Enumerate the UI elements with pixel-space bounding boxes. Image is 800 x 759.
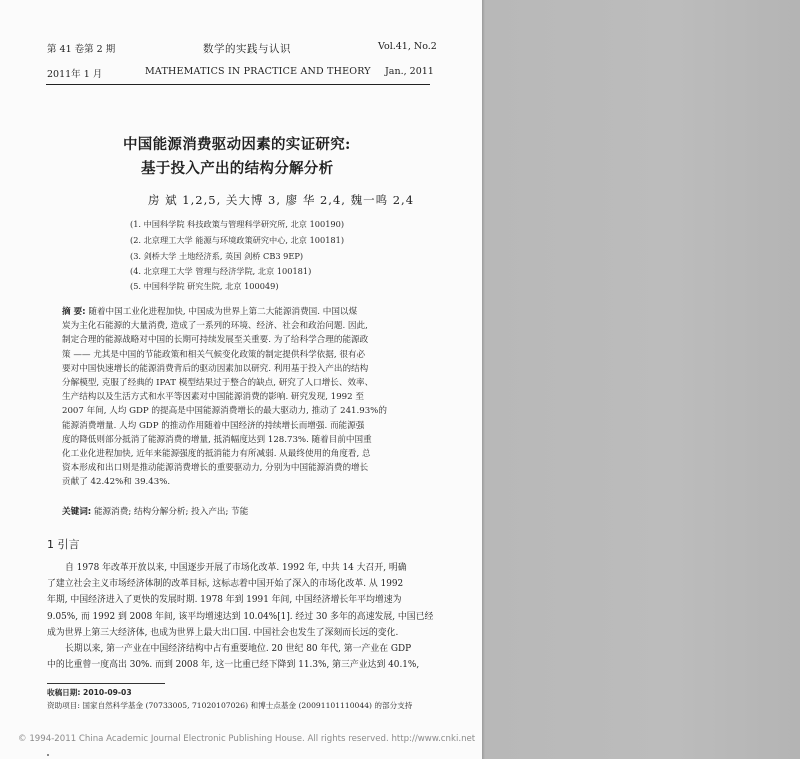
- header-date: 2011年 1 月: [47, 69, 103, 80]
- abstract-line: 炭为主化石能源的大量消费, 造成了一系列的环境、经济、社会和政治问题. 因此,: [62, 321, 368, 332]
- abstract-line: 分解模型, 克服了经典的 IPAT 模型结果过于整合的缺点, 研究了人口增长、效率、: [62, 378, 374, 389]
- footnote-received: 收稿日期: 2010-09-03: [47, 688, 132, 697]
- scan-background-edge: [482, 0, 800, 759]
- abstract-line: 度的降低则部分抵消了能源消费的增量, 抵消幅度达到 128.73%. 随着目前中国重: [62, 434, 372, 445]
- body-line: 自 1978 年改革开放以来, 中国逐步开展了市场化改革. 1992 年, 中共 14 大召开, 明确: [65, 563, 407, 573]
- affiliation-2: (2. 北京理工大学 能源与环境政策研究中心, 北京 100181): [130, 235, 345, 245]
- abstract-label: 摘 要:: [62, 307, 86, 317]
- footnote-funding: 资助项目: 国家自然科学基金 (70733005, 71020107026) 和博士点基金 (20091101110044) 的部分支持: [47, 701, 413, 710]
- body-line: 年期, 中国经济进入了更快的发展时期. 1978 年到 1991 年间, 中国经济增长年平均增速为: [47, 595, 402, 606]
- header-volume-issue: 第 41 卷第 2 期: [47, 44, 116, 55]
- scan-speck: [47, 754, 49, 756]
- abstract-line: 资本形成和出口则是推动能源消费增长的重要驱动力, 分别为中国能源消费的增长: [62, 463, 369, 474]
- footnote-rule: [47, 683, 165, 684]
- keywords-label: 关键词:: [62, 507, 92, 517]
- header-rule: [46, 84, 430, 85]
- abstract-line: 制定合理的能源战略对中国的长期可持续发展至关重要. 为了给科学合理的能源政: [62, 335, 369, 346]
- keywords: [62, 505, 248, 517]
- abstract: [62, 305, 414, 490]
- body-text: [47, 560, 434, 673]
- abstract-line: 贡献了 42.42%和 39.43%.: [62, 477, 171, 488]
- abstract-line: 能源消费增量. 人均 GDP 的推动作用随着中国经济的持续增长而增强. 而能源强: [62, 420, 365, 431]
- abstract-line: 生产结构以及生活方式和水平等因素对中国能源消费的影响. 研究发现, 1992 至: [62, 392, 364, 403]
- header-date-en: Jan., 2011: [385, 66, 434, 77]
- abstract-line: 化工业化进程加快, 近年来能源强度的抵消能力有所减弱. 从最终使用的角度看, 总: [62, 449, 371, 460]
- affiliation-1: (1. 中国科学院 科技政策与管理科学研究所, 北京 100190): [130, 219, 345, 229]
- abstract-line: 2007 年间, 人均 GDP 的提高是中国能源消费增长的最大驱动力, 推动了 241.93%的: [62, 406, 387, 417]
- body-line: 成为世界上第三大经济体, 也成为世界上最大出口国. 中国社会也发生了深刻而长远的变化.: [47, 627, 399, 638]
- paper-title-line2: 基于投入产出的结构分解分析: [141, 160, 334, 177]
- header-volume-en: Vol.41, No.2: [378, 41, 437, 52]
- abstract-line: 策 —— 尤其是中国的节能政策和相关气候变化政策的制定提供科学依据, 很有必: [62, 349, 366, 360]
- section-heading: 1 引言: [47, 538, 80, 551]
- body-line: 9.05%, 而 1992 到 2008 年间, 该平均增速达到 10.04%[1]. 经过 30 多年的高速发展, 中国已经: [47, 611, 434, 622]
- affiliation-5: (5. 中国科学院 研究生院, 北京 100049): [130, 281, 279, 291]
- paper-title-line1: 中国能源消费驱动因素的实证研究:: [123, 136, 351, 153]
- body-line: 中的比重曾一度高出 30%. 而到 2008 年, 这一比重已经下降到 11.3%, 第三产业达到 40.1%,: [47, 660, 420, 671]
- keywords-text: 能源消费; 结构分解分析; 投入产出; 节能: [93, 507, 249, 517]
- body-line: 长期以来, 第一产业在中国经济结构中占有重要地位. 20 世纪 80 年代, 第一产业在 GDP: [65, 644, 412, 655]
- affiliation-4: (4. 北京理工大学 管理与经济学院, 北京 100181): [130, 266, 312, 276]
- authors: 房 斌 1,2,5, 关大博 3, 廖 华 2,4, 魏一鸣 2,4: [148, 193, 415, 207]
- abstract-line: 摘 要: 随着中国工业化进程加快, 中国成为世界上第二大能源消费国. 中国以煤: [62, 307, 358, 317]
- body-line: 了建立社会主义市场经济体制的改革目标, 这标志着中国开始了深入的市场化改革. 从 1992: [47, 579, 404, 590]
- copyright-footer: © 1994-2011 China Academic Journal Electronic Publishing House. All rights reserved. http://www.cnki.net: [18, 734, 476, 744]
- header-journal-en: MATHEMATICS IN PRACTICE AND THEORY: [145, 66, 371, 77]
- header-journal-cn: 数学的实践与认识: [203, 43, 291, 55]
- affiliation-3: (3. 剑桥大学 土地经济系, 英国 剑桥 CB3 9EP): [130, 251, 304, 261]
- abstract-line: 要对中国快速增长的能源消费背后的驱动因素加以研究. 利用基于投入产出的结构: [62, 363, 369, 374]
